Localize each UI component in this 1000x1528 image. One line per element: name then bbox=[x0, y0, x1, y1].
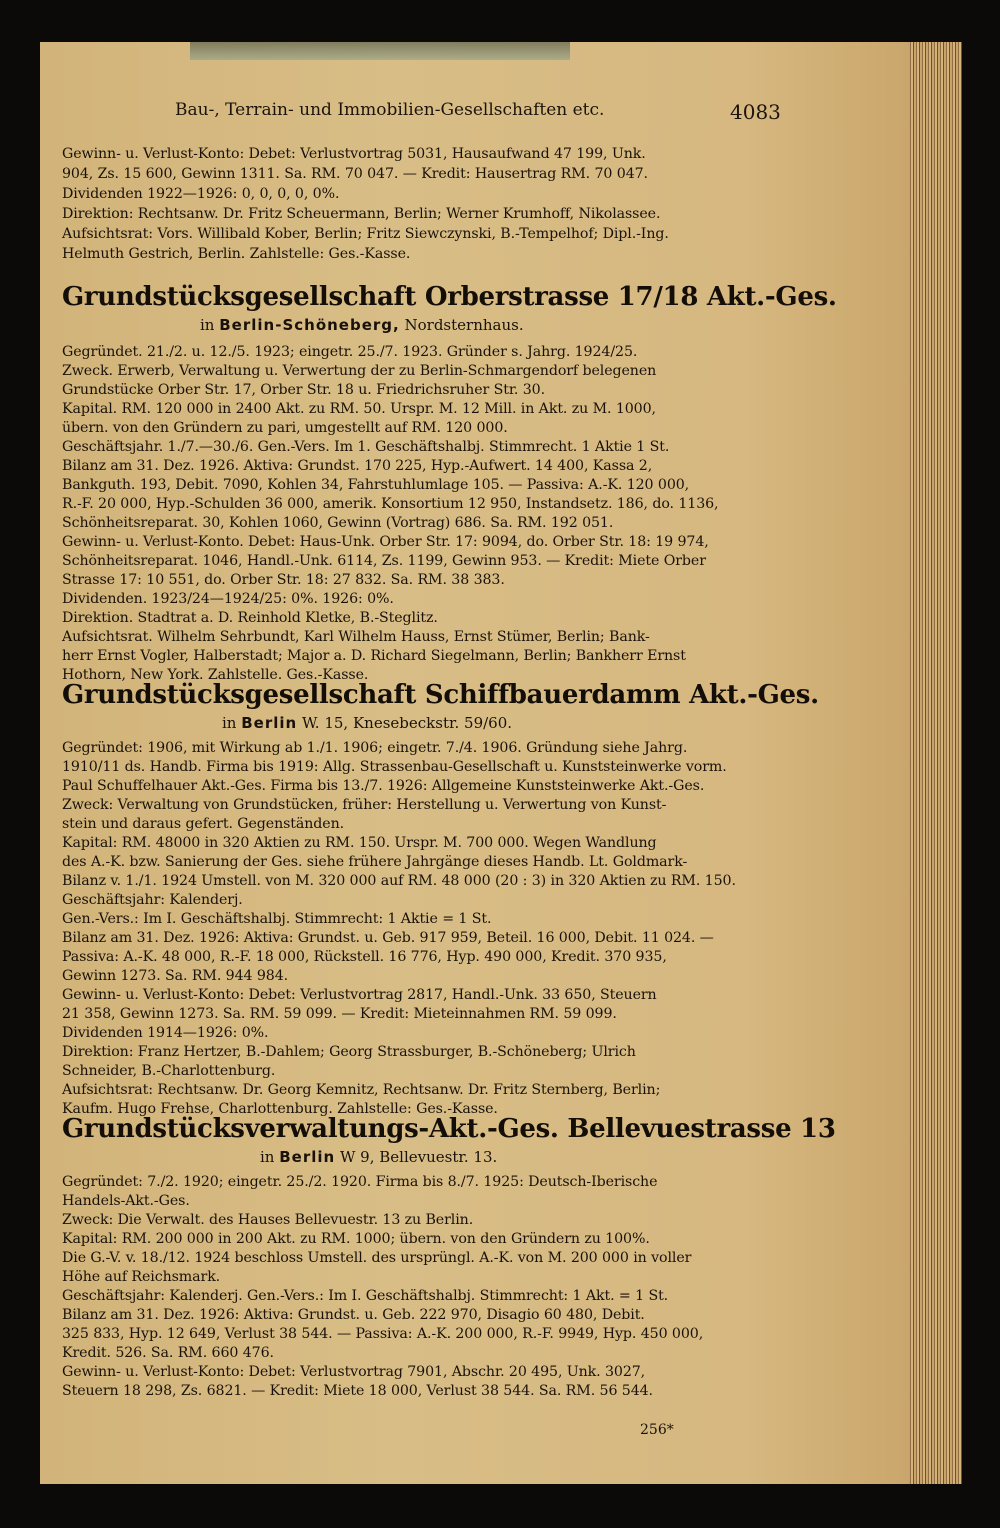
loc-city: Berlin bbox=[279, 1148, 336, 1166]
text-line: Kaufm. Hugo Frehse, Charlottenburg. Zahlstelle: Ges.-Kasse. bbox=[62, 1101, 498, 1117]
text-line: Bankguth. 193, Debit. 7090, Kohlen 34, Fahrstuhlumlage 105. — Passiva: A.-K. 120 000, bbox=[62, 477, 690, 493]
signature-mark: 256* bbox=[640, 1422, 674, 1438]
text-line: Gegründet. 21./2. u. 12./5. 1923; eingetr. 25./7. 1923. Gründer s. Jahrg. 1924/25. bbox=[62, 344, 638, 360]
text-line: Bilanz am 31. Dez. 1926: Aktiva: Grundst. u. Geb. 222 970, Disagio 60 480, Debit. bbox=[62, 1307, 645, 1323]
text-line: 1910/11 ds. Handb. Firma bis 1919: Allg. Strassenbau-Gesellschaft u. Kunststeinwerke vorm. bbox=[62, 759, 727, 775]
text-line: Die G.-V. v. 18./12. 1924 beschloss Umstell. des ursprüngl. A.-K. von M. 200 000 in voller bbox=[62, 1250, 692, 1266]
text-line: übern. von den Gründern zu pari, umgestellt auf RM. 120 000. bbox=[62, 420, 508, 436]
loc-rest: W 9, Bellevuestr. 13. bbox=[340, 1148, 498, 1166]
loc-prefix: in bbox=[260, 1148, 275, 1166]
loc-prefix: in bbox=[200, 316, 215, 334]
text-line: Schneider, B.-Charlottenburg. bbox=[62, 1063, 276, 1079]
text-line: Dividenden 1914—1926: 0%. bbox=[62, 1025, 269, 1041]
page-number: 4083 bbox=[730, 100, 781, 124]
text-line: 904, Zs. 15 600, Gewinn 1311. Sa. RM. 70 047. — Kredit: Hausertrag RM. 70 047. bbox=[62, 166, 648, 182]
text-line: Steuern 18 298, Zs. 6821. — Kredit: Miete 18 000, Verlust 38 544. Sa. RM. 56 544. bbox=[62, 1383, 653, 1399]
text-line: Direktion: Franz Hertzer, B.-Dahlem; Georg Strassburger, B.-Schöneberg; Ulrich bbox=[62, 1044, 636, 1060]
company-title: Grundstücksgesellschaft Schiffbauerdamm Akt.-Ges. bbox=[62, 680, 819, 710]
tab-strip-decoration bbox=[190, 42, 570, 60]
text-line: Bilanz am 31. Dez. 1926: Aktiva: Grundst. u. Geb. 917 959, Beteil. 16 000, Debit. 11 024. — bbox=[62, 930, 714, 946]
text-line: Gewinn- u. Verlust-Konto: Debet: Verlustvortrag 2817, Handl.-Unk. 33 650, Steuern bbox=[62, 987, 657, 1003]
text-line: Gewinn 1273. Sa. RM. 944 984. bbox=[62, 968, 289, 984]
text-line: Kapital: RM. 200 000 in 200 Akt. zu RM. 1000; übern. von den Gründern zu 100%. bbox=[62, 1231, 650, 1247]
text-line: R.-F. 20 000, Hyp.-Schulden 36 000, amerik. Konsortium 12 950, Instandsetz. 186, do. 1136, bbox=[62, 496, 719, 512]
company-location bbox=[222, 714, 512, 732]
company-location bbox=[260, 1148, 497, 1166]
text-line: Schönheitsreparat. 30, Kohlen 1060, Gewinn (Vortrag) 686. Sa. RM. 192 051. bbox=[62, 515, 614, 531]
text-line: Gewinn- u. Verlust-Konto: Debet: Verlustvortrag 5031, Hausaufwand 47 199, Unk. bbox=[62, 146, 646, 162]
text-line: Höhe auf Reichsmark. bbox=[62, 1269, 221, 1285]
text-line: Geschäftsjahr: Kalenderj. Gen.-Vers.: Im I. Geschäftshalbj. Stimmrecht: 1 Akt. = 1 St. bbox=[62, 1288, 669, 1304]
loc-rest: Nordsternhaus. bbox=[404, 316, 524, 334]
company-title: Grundstücksgesellschaft Orberstrasse 17/18 Akt.-Ges. bbox=[62, 282, 837, 312]
text-line: Kredit. 526. Sa. RM. 660 476. bbox=[62, 1345, 274, 1361]
text-line: Bilanz v. 1./1. 1924 Umstell. von M. 320 000 auf RM. 48 000 (20 : 3) in 320 Aktien zu RM. 150. bbox=[62, 873, 736, 889]
text-line: Gegründet: 7./2. 1920; eingetr. 25./2. 1920. Firma bis 8./7. 1925: Deutsch-Iberische bbox=[62, 1174, 658, 1190]
company-location bbox=[200, 316, 524, 334]
text-line: Passiva: A.-K. 48 000, R.-F. 18 000, Rückstell. 16 776, Hyp. 490 000, Kredit. 370 935, bbox=[62, 949, 667, 965]
text-line: Aufsichtsrat. Wilhelm Sehrbundt, Karl Wilhelm Hauss, Ernst Stümer, Berlin; Bank- bbox=[62, 629, 650, 645]
text-line: Gen.-Vers.: Im I. Geschäftshalbj. Stimmrecht: 1 Aktie = 1 St. bbox=[62, 911, 492, 927]
text-line: 21 358, Gewinn 1273. Sa. RM. 59 099. — Kredit: Mieteinnahmen RM. 59 099. bbox=[62, 1006, 617, 1022]
company-title: Grundstücksverwaltungs-Akt.-Ges. Bellevuestrasse 13 bbox=[62, 1114, 836, 1144]
text-line: Geschäftsjahr: Kalenderj. bbox=[62, 892, 243, 908]
text-line: Direktion. Stadtrat a. D. Reinhold Kletke, B.-Steglitz. bbox=[62, 610, 438, 626]
loc-city: Berlin bbox=[241, 714, 298, 732]
text-line: Dividenden 1922—1926: 0, 0, 0, 0, 0%. bbox=[62, 186, 340, 202]
page-edges-decoration bbox=[908, 42, 962, 1484]
loc-prefix: in bbox=[222, 714, 237, 732]
text-line: Kapital. RM. 120 000 in 2400 Akt. zu RM. 50. Urspr. M. 12 Mill. in Akt. zu M. 1000, bbox=[62, 401, 656, 417]
text-line: Aufsichtsrat: Vors. Willibald Kober, Berlin; Fritz Siewczynski, B.-Tempelhof; Dipl.-Ing. bbox=[62, 226, 669, 242]
text-line: Aufsichtsrat: Rechtsanw. Dr. Georg Kemnitz, Rechtsanw. Dr. Fritz Sternberg, Berlin; bbox=[62, 1082, 661, 1098]
text-line: Zweck: Die Verwalt. des Hauses Bellevuestr. 13 zu Berlin. bbox=[62, 1212, 474, 1228]
running-header-title: Bau-, Terrain- und Immobilien-Gesellschaften etc. bbox=[175, 100, 605, 120]
text-line: Grundstücke Orber Str. 17, Orber Str. 18 u. Friedrichsruher Str. 30. bbox=[62, 382, 546, 398]
text-line: des A.-K. bzw. Sanierung der Ges. siehe frühere Jahrgänge dieses Handb. Lt. Goldmark- bbox=[62, 854, 688, 870]
page-sheet bbox=[40, 42, 920, 1484]
book-page-photo bbox=[40, 42, 962, 1484]
text-line: Direktion: Rechtsanw. Dr. Fritz Scheuermann, Berlin; Werner Krumhoff, Nikolassee. bbox=[62, 206, 661, 222]
text-line: Handels-Akt.-Ges. bbox=[62, 1193, 190, 1209]
text-line: Helmuth Gestrich, Berlin. Zahlstelle: Ges.-Kasse. bbox=[62, 246, 411, 262]
text-line: Paul Schuffelhauer Akt.-Ges. Firma bis 13./7. 1926: Allgemeine Kunststeinwerke Akt.-Ges. bbox=[62, 778, 705, 794]
text-line: Strasse 17: 10 551, do. Orber Str. 18: 27 832. Sa. RM. 38 383. bbox=[62, 572, 505, 588]
text-line: Zweck: Verwaltung von Grundstücken, früher: Herstellung u. Verwertung von Kunst- bbox=[62, 797, 667, 813]
text-line: Hothorn, New York. Zahlstelle. Ges.-Kasse. bbox=[62, 667, 369, 683]
text-line: 325 833, Hyp. 12 649, Verlust 38 544. — Passiva: A.-K. 200 000, R.-F. 9949, Hyp. 450 000, bbox=[62, 1326, 704, 1342]
text-line: stein und daraus gefert. Gegenständen. bbox=[62, 816, 345, 832]
text-line: Bilanz am 31. Dez. 1926. Aktiva: Grundst. 170 225, Hyp.-Aufwert. 14 400, Kassa 2, bbox=[62, 458, 653, 474]
text-line: Gewinn- u. Verlust-Konto: Debet: Verlustvortrag 7901, Abschr. 20 495, Unk. 3027, bbox=[62, 1364, 646, 1380]
text-line: Kapital: RM. 48000 in 320 Aktien zu RM. 150. Urspr. M. 700 000. Wegen Wandlung bbox=[62, 835, 657, 851]
loc-rest: W. 15, Knesebeckstr. 59/60. bbox=[302, 714, 513, 732]
text-line: herr Ernst Vogler, Halberstadt; Major a. D. Richard Siegelmann, Berlin; Bankherr Ernst bbox=[62, 648, 686, 664]
loc-city: Berlin-Schöneberg, bbox=[219, 316, 400, 334]
text-line: Geschäftsjahr. 1./7.—30./6. Gen.-Vers. Im 1. Geschäftshalbj. Stimmrecht. 1 Aktie 1 St. bbox=[62, 439, 670, 455]
text-line: Dividenden. 1923/24—1924/25: 0%. 1926: 0%. bbox=[62, 591, 394, 607]
text-line: Gegründet: 1906, mit Wirkung ab 1./1. 1906; eingetr. 7./4. 1906. Gründung siehe Jahrg. bbox=[62, 740, 688, 756]
text-line: Schönheitsreparat. 1046, Handl.-Unk. 6114, Zs. 1199, Gewinn 953. — Kredit: Miete Orber bbox=[62, 553, 706, 569]
text-line: Gewinn- u. Verlust-Konto. Debet: Haus-Unk. Orber Str. 17: 9094, do. Orber Str. 18: 19 974, bbox=[62, 534, 709, 550]
text-line: Zweck. Erwerb, Verwaltung u. Verwertung der zu Berlin-Schmargendorf belegenen bbox=[62, 363, 657, 379]
